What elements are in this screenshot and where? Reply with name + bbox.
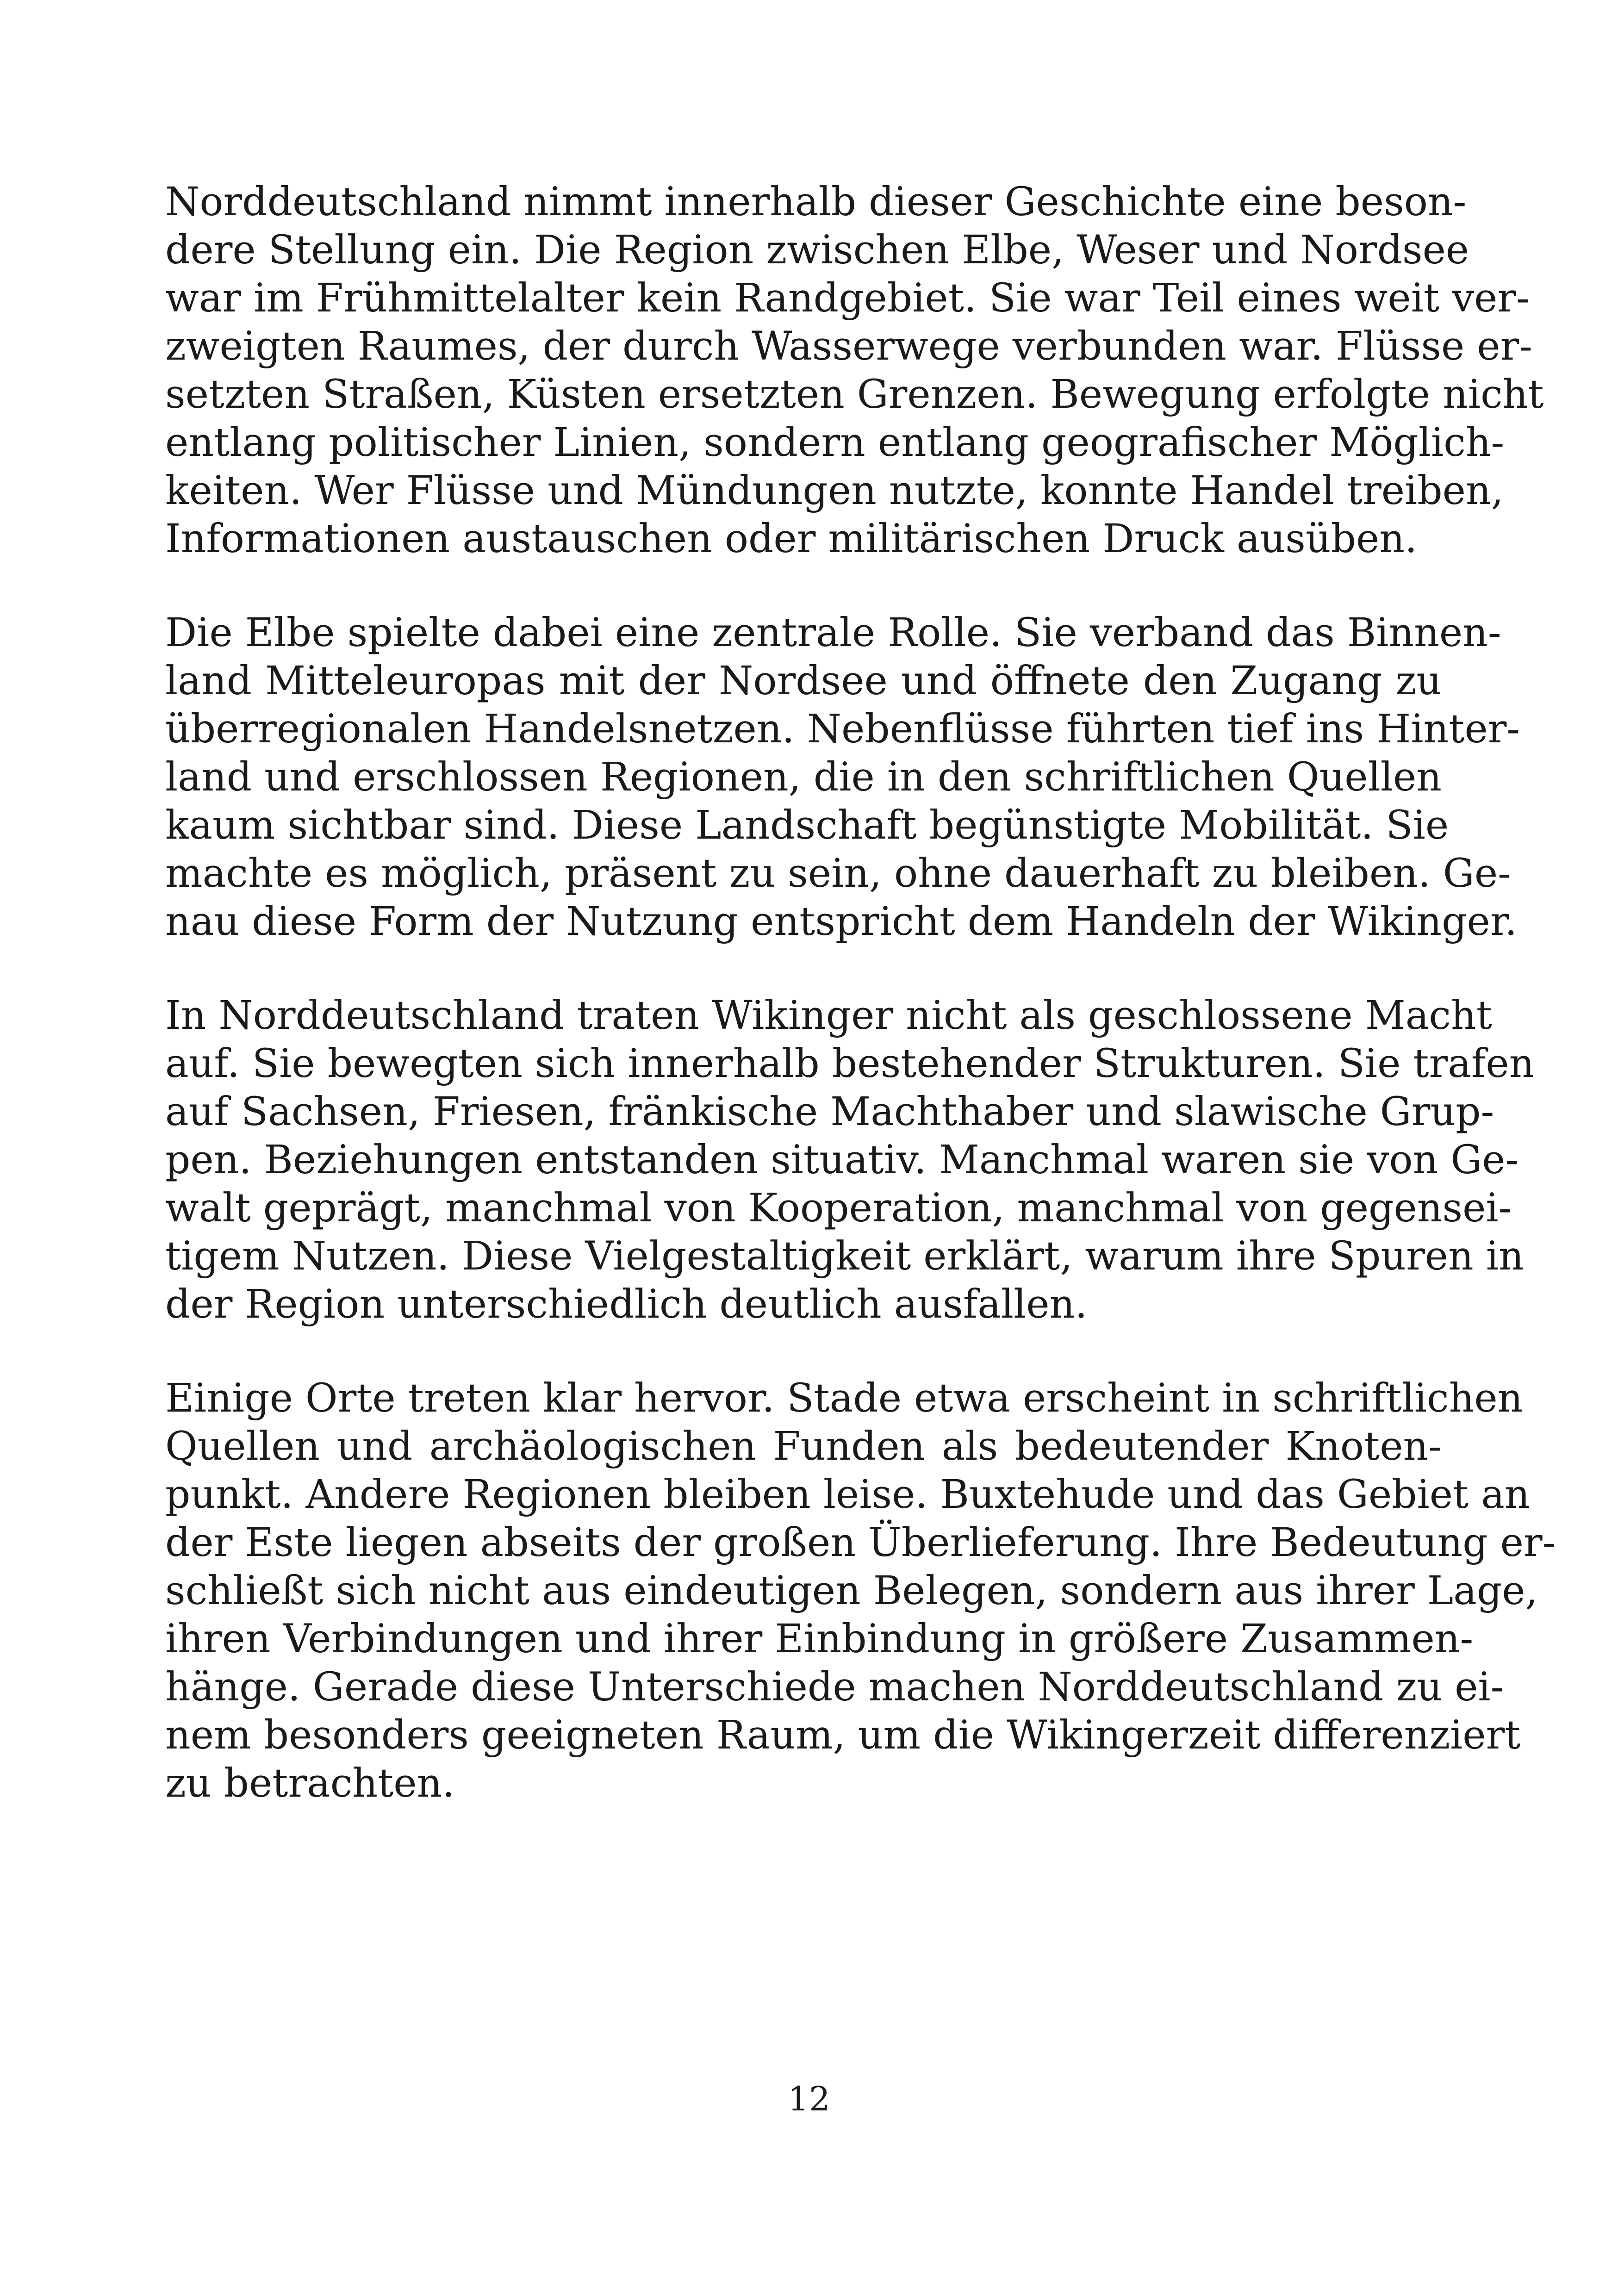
text-line: schließt sich nicht aus eindeutigen Belegen, sondern aus ihrer Lage,	[165, 1568, 1538, 1614]
text-line: nem besonders geeigneten Raum, um die Wikingerzeit differenziert	[165, 1712, 1521, 1758]
page-number: 12	[788, 2079, 830, 2118]
text-line: der Este liegen abseits der großen Überlieferung. Ihre Bedeutung er-	[165, 1520, 1556, 1566]
paragraph-4	[165, 1375, 1556, 1808]
text-line: Die Elbe spielte dabei eine zentrale Rolle. Sie verband das Binnen-	[165, 610, 1501, 656]
paragraph-3	[165, 992, 1535, 1329]
text-line: auf Sachsen, Friesen, fränkische Machthaber und slawische Grup-	[165, 1089, 1494, 1135]
text-line: Quellen und archäologischen Funden als bedeutender Knoten-	[165, 1424, 1442, 1469]
text-line: pen. Beziehungen entstanden situativ. Manchmal waren sie von Ge-	[165, 1137, 1519, 1183]
text-line: auf. Sie bewegten sich innerhalb bestehender Strukturen. Sie trafen	[165, 1041, 1535, 1087]
body-text	[165, 178, 1556, 1854]
text-line: machte es möglich, präsent zu sein, ohne dauerhaft zu bleiben. Ge-	[165, 851, 1511, 896]
text-line: punkt. Andere Regionen bleiben leise. Buxtehude und das Gebiet an	[165, 1472, 1530, 1518]
text-line: land und erschlossen Regionen, die in den schriftlichen Quellen	[165, 754, 1442, 800]
text-line: überregionalen Handelsnetzen. Nebenflüsse führten tief ins Hinter-	[165, 706, 1520, 752]
text-line: dere Stellung ein. Die Region zwischen Elbe, Weser und Nordsee	[165, 227, 1469, 273]
text-line: In Norddeutschland traten Wikinger nicht als geschlossene Macht	[165, 993, 1492, 1039]
text-line: ihren Verbindungen und ihrer Einbindung in größere Zusammen-	[165, 1616, 1474, 1662]
text-line: zweigten Raumes, der durch Wasserwege verbunden war. Flüsse er-	[165, 324, 1532, 369]
text-line: kaum sichtbar sind. Diese Landschaft begünstigte Mobilität. Sie	[165, 803, 1449, 848]
text-line: der Region unterschiedlich deutlich ausfallen.	[165, 1282, 1088, 1327]
text-line: walt geprägt, manchmal von Kooperation, manchmal von gegensei-	[165, 1185, 1512, 1231]
text-line: nau diese Form der Nutzung entspricht dem Handeln der Wikinger.	[165, 899, 1518, 945]
text-line: zu betrachten.	[165, 1761, 455, 1806]
text-line: Einige Orte treten klar hervor. Stade etwa erscheint in schriftlichen	[165, 1375, 1523, 1421]
text-line: hänge. Gerade diese Unterschiede machen Norddeutschland zu ei-	[165, 1664, 1504, 1710]
text-line: Informationen austauschen oder militärischen Druck ausüben.	[165, 516, 1418, 562]
text-line: keiten. Wer Flüsse und Mündungen nutzte, konnte Handel treiben,	[165, 468, 1504, 514]
text-line: Norddeutschland nimmt innerhalb dieser Geschichte eine beson-	[165, 179, 1467, 225]
paragraph-1	[165, 178, 1544, 563]
text-line: land Mitteleuropas mit der Nordsee und öffnete den Zugang zu	[165, 658, 1442, 704]
text-line: entlang politischer Linien, sondern entlang geografischer Möglich-	[165, 420, 1505, 466]
text-line: war im Frühmittelalter kein Randgebiet. Sie war Teil eines weit ver-	[165, 275, 1530, 321]
text-line: setzten Straßen, Küsten ersetzten Grenzen. Bewegung erfolgte nicht	[165, 372, 1544, 417]
paragraph-2	[165, 609, 1520, 946]
text-line: tigem Nutzen. Diese Vielgestaltigkeit erklärt, warum ihre Spuren in	[165, 1233, 1524, 1279]
